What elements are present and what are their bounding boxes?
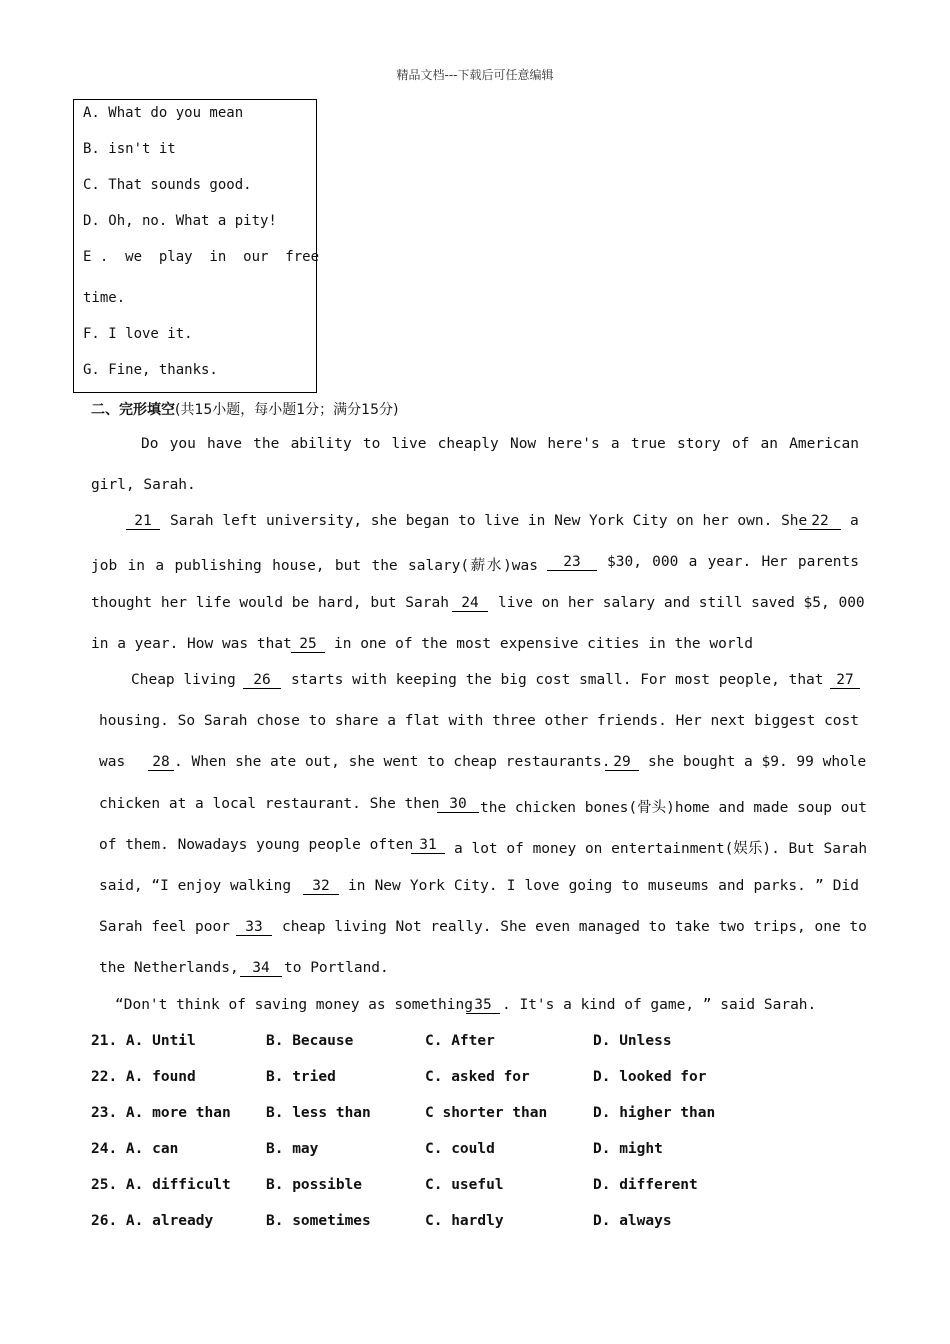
blank-29: 29 bbox=[605, 755, 639, 771]
passage-line: was bbox=[99, 754, 126, 770]
passage-line bbox=[148, 754, 174, 771]
option-c: C. That sounds good. bbox=[83, 177, 252, 193]
blank-22: 22 bbox=[799, 514, 841, 530]
passage-line: chicken at a local restaurant. She then bbox=[99, 796, 440, 812]
passage-line: girl, Sarah. bbox=[91, 477, 196, 493]
passage-line bbox=[547, 554, 597, 571]
passage-line bbox=[236, 919, 272, 936]
passage-line: in one of the most expensive cities in the world bbox=[334, 636, 754, 652]
passage-line bbox=[411, 837, 445, 854]
passage-line: housing. So Sarah chose to share a flat with three other friends. Her next biggest cost bbox=[99, 713, 859, 729]
section-title-bold: 二、完形填空 bbox=[91, 402, 175, 418]
question-22-d: D. looked for bbox=[593, 1069, 707, 1085]
blank-33: 33 bbox=[236, 920, 272, 936]
passage-line: a bbox=[850, 513, 859, 529]
option-d: D. Oh, no. What a pity! bbox=[83, 213, 277, 229]
passage-line: to Portland. bbox=[284, 960, 389, 976]
passage-line: in New York City. I love going to museums and parks. ” Did bbox=[348, 878, 859, 894]
passage-line: . When she ate out, she went to cheap restaurants. bbox=[174, 754, 611, 770]
question-26-d: D. always bbox=[593, 1213, 672, 1229]
page-header: 精品文档---下载后可任意编辑 bbox=[396, 68, 554, 82]
passage-line: cheap living Not really. She even managed to take two trips, one to bbox=[282, 919, 867, 935]
section-title bbox=[91, 399, 398, 419]
passage-line bbox=[830, 672, 860, 689]
blank-31: 31 bbox=[411, 838, 445, 854]
question-21-a: 21. A. Until bbox=[91, 1033, 196, 1049]
question-26-b: B. sometimes bbox=[266, 1213, 371, 1229]
passage-line: live on her salary and still saved $5, 000 bbox=[498, 595, 865, 611]
question-25-c: C. useful bbox=[425, 1177, 504, 1193]
passage-line bbox=[126, 513, 160, 530]
blank-30: 30 bbox=[437, 797, 479, 813]
passage-line bbox=[243, 672, 281, 689]
passage-line: $30, 000 a year. Her parents bbox=[607, 554, 859, 570]
blank-35: 35 bbox=[466, 998, 500, 1014]
passage-line: Cheap living bbox=[131, 672, 236, 688]
blank-25: 25 bbox=[291, 637, 325, 653]
passage-line: said, “I enjoy walking bbox=[99, 878, 292, 894]
question-23-c: C shorter than bbox=[425, 1105, 548, 1121]
blank-21: 21 bbox=[126, 514, 160, 530]
passage-line: Do you have the ability to live cheaply Now here's a true story of an American bbox=[141, 436, 859, 452]
passage-line: Sarah left university, she began to live in New York City on her own. She bbox=[170, 513, 808, 529]
blank-28: 28 bbox=[148, 755, 174, 771]
passage-line bbox=[452, 595, 488, 612]
passage-line bbox=[240, 960, 282, 977]
passage-line: job in a publishing house, but the salary(薪水)was bbox=[91, 558, 538, 574]
option-g: G. Fine, thanks. bbox=[83, 362, 218, 378]
option-a: A. What do you mean bbox=[83, 105, 244, 121]
passage-line: thought her life would be hard, but Sarah bbox=[91, 595, 449, 611]
question-25-a: 25. A. difficult bbox=[91, 1177, 231, 1193]
passage-line: of them. Nowadays young people often bbox=[99, 837, 414, 853]
question-21-d: D. Unless bbox=[593, 1033, 672, 1049]
question-24-d: D. might bbox=[593, 1141, 663, 1157]
question-23-a: 23. A. more than bbox=[91, 1105, 231, 1121]
answer-options-box bbox=[73, 99, 320, 393]
passage-line bbox=[291, 636, 325, 653]
question-24-c: C. could bbox=[425, 1141, 495, 1157]
question-25-b: B. possible bbox=[266, 1177, 363, 1193]
blank-26: 26 bbox=[243, 673, 281, 689]
question-24-b: B. may bbox=[266, 1141, 319, 1157]
question-23-b: B. less than bbox=[266, 1105, 371, 1121]
option-e-cont: time. bbox=[83, 290, 126, 306]
blank-34: 34 bbox=[240, 961, 282, 977]
option-f: F. I love it. bbox=[83, 326, 193, 342]
passage-line: the chicken bones(骨头)home and made soup out bbox=[480, 800, 867, 816]
question-26-a: 26. A. already bbox=[91, 1213, 214, 1229]
question-22-b: B. tried bbox=[266, 1069, 336, 1085]
question-21-b: B. Because bbox=[266, 1033, 354, 1049]
passage-line: a lot of money on entertainment(娱乐). But Sarah bbox=[454, 841, 868, 857]
blank-23: 23 bbox=[547, 555, 597, 571]
passage-line bbox=[303, 878, 339, 895]
passage-line: Sarah feel poor bbox=[99, 919, 230, 935]
question-22-c: C. asked for bbox=[425, 1069, 530, 1085]
question-22-a: 22. A. found bbox=[91, 1069, 196, 1085]
passage-line: she bought a $9. 99 whole bbox=[648, 754, 867, 770]
section-title-rest: (共15小题，每小题1分；满分15分) bbox=[175, 402, 399, 418]
blank-24: 24 bbox=[452, 596, 488, 612]
question-23-d: D. higher than bbox=[593, 1105, 716, 1121]
question-25-d: D. different bbox=[593, 1177, 698, 1193]
option-e: E . we play in our free bbox=[83, 249, 320, 265]
passage-line bbox=[437, 796, 479, 813]
question-21-c: C. After bbox=[425, 1033, 495, 1049]
passage-line bbox=[605, 754, 639, 771]
passage-line: starts with keeping the big cost small. For most people, that bbox=[291, 672, 824, 688]
passage-line bbox=[799, 513, 841, 530]
passage-line: the Netherlands, bbox=[99, 960, 239, 976]
passage-line bbox=[466, 997, 500, 1014]
blank-32: 32 bbox=[303, 879, 339, 895]
passage-line: “Don't think of saving money as something bbox=[115, 997, 473, 1013]
passage-line: in a year. How was that bbox=[91, 636, 292, 652]
blank-27: 27 bbox=[830, 673, 860, 689]
question-26-c: C. hardly bbox=[425, 1213, 504, 1229]
question-24-a: 24. A. can bbox=[91, 1141, 179, 1157]
option-b: B. isn't it bbox=[83, 141, 176, 157]
passage-line: . It's a kind of game, ” said Sarah. bbox=[502, 997, 817, 1013]
